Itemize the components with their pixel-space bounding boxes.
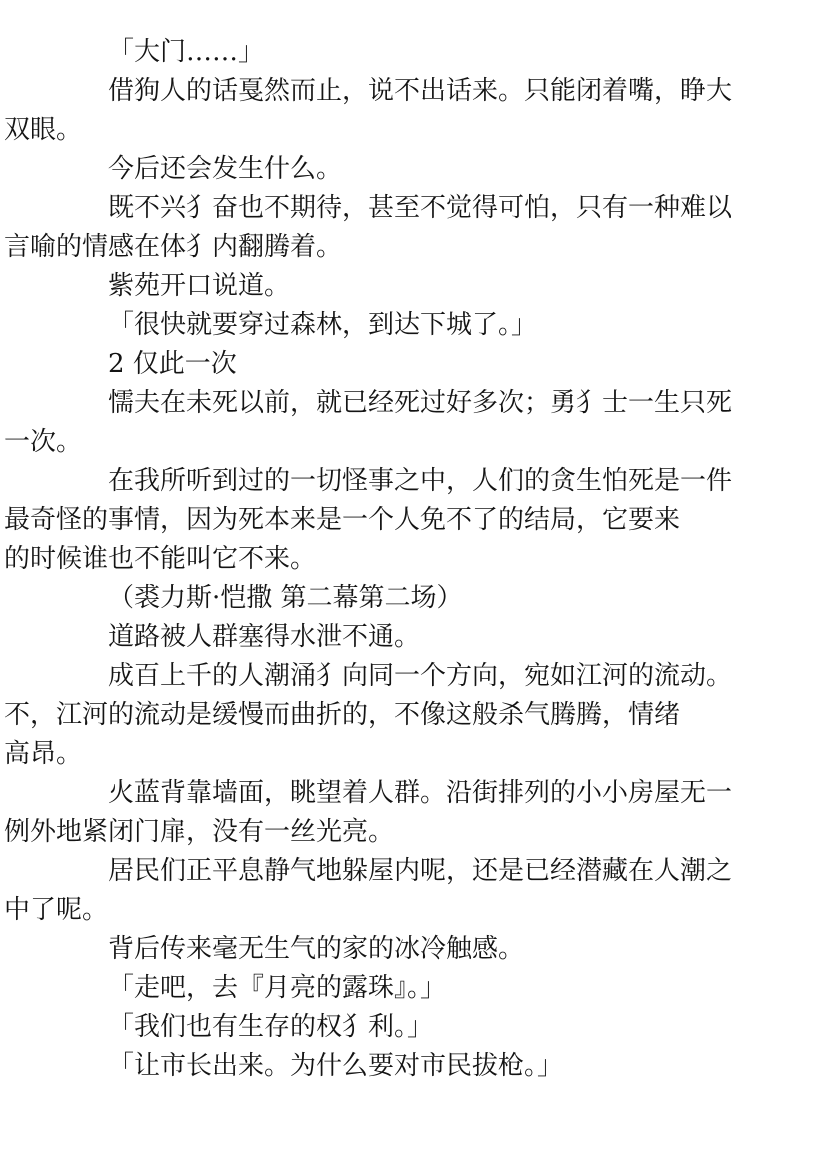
document-page [4, 33, 756, 1086]
text-paragraph [56, 150, 756, 189]
text-paragraph [4, 384, 756, 462]
text-line: 「我们也有生存的权犭利。」 [108, 1012, 434, 1042]
text-line: 成百上千的人潮涌犭向同一个方向，宛如江河的流动。 [108, 661, 733, 691]
text-paragraph [56, 618, 756, 657]
text-line: 借狗人的话戛然而止，说不出话来。只能闭着嘴，睁大 [108, 76, 733, 106]
text-line: 懦夫在未死以前，就已经死过好多次；勇犭士一生只死 [108, 388, 733, 418]
dialogue-paragraph [56, 1008, 756, 1047]
text-line: 双眼。 [4, 115, 83, 145]
text-line: 「走吧，去『月亮的露珠』。」 [108, 973, 447, 1003]
text-line: 背后传来毫无生气的家的冰冷触感。 [108, 934, 525, 964]
dialogue-paragraph [56, 969, 756, 1008]
text-line: 道路被人群塞得水泄不通。 [108, 622, 421, 652]
text-line: 居民们正平息静气地躲屋内呢，还是已经潜藏在人潮之 [108, 856, 733, 886]
text-line: 「让市长出来。为什么要对市民拔枪。」 [108, 1051, 564, 1081]
text-line: 紫苑开口说道。 [108, 271, 291, 301]
text-paragraph [4, 189, 756, 267]
dialogue-paragraph [56, 306, 756, 345]
text-paragraph [4, 462, 756, 579]
text-line: 既不兴犭奋也不期待，甚至不觉得可怕，只有一种难以 [108, 193, 733, 223]
text-paragraph [4, 852, 756, 930]
text-paragraph [4, 774, 756, 852]
text-line: （裘力斯·恺撒 第二幕第二场） [108, 583, 463, 613]
text-line: 例外地紧闭门扉，没有一丝光亮。 [4, 817, 395, 847]
text-paragraph [56, 930, 756, 969]
text-paragraph [4, 657, 756, 774]
text-line: 「很快就要穿过森林，到达下城了。」 [108, 310, 538, 340]
text-line: 不，江河的流动是缓慢而曲折的，不像这般杀气腾腾，情绪 [4, 700, 681, 730]
text-line: 火蓝背靠墙面，眺望着人群。沿街排列的小小房屋无一 [108, 778, 733, 808]
text-line: 高昂。 [4, 739, 83, 769]
text-line: 2 仅此一次 [108, 349, 237, 379]
section-heading [56, 345, 756, 384]
text-line: 一次。 [4, 427, 83, 457]
text-line: 「大门……」 [108, 37, 265, 67]
text-line: 最奇怪的事情，因为死本来是一个人免不了的结局，它要来 [4, 505, 681, 535]
text-paragraph [4, 72, 756, 150]
text-line: 言喻的情感在体犭内翻腾着。 [4, 232, 343, 262]
dialogue-paragraph [56, 33, 756, 72]
text-line: 中了呢。 [4, 895, 109, 925]
dialogue-paragraph [56, 1047, 756, 1086]
citation-line [56, 579, 756, 618]
text-line: 在我所听到过的一切怪事之中，人们的贪生怕死是一件 [108, 466, 733, 496]
text-line: 今后还会发生什么。 [108, 154, 343, 184]
text-line: 的时候谁也不能叫它不来。 [4, 544, 317, 574]
text-paragraph [56, 267, 756, 306]
